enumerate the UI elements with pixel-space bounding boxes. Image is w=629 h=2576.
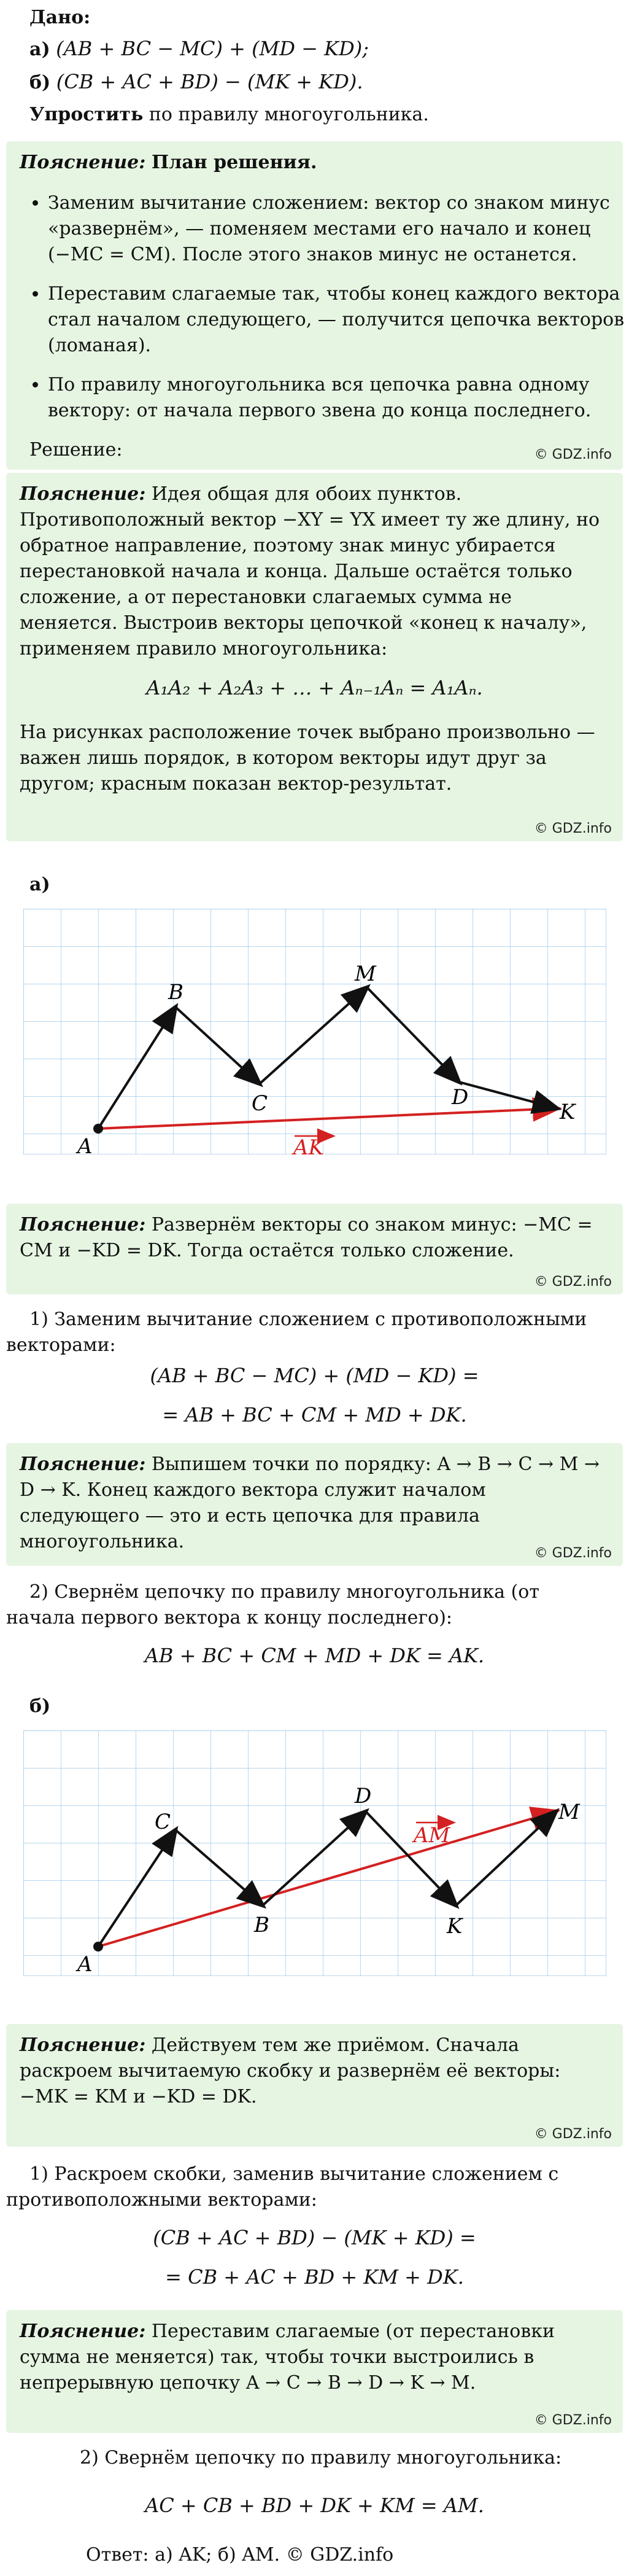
part-b-equation-2: AC + CB + BD + DK + KM = AM. [145,2494,484,2517]
plan-item-1: • Заменим вычитание сложением: вектор со знаком минус «развернём», — поменяем местами его начало и конец (−MC = CM). После этого знаков минус не останется. [48,190,629,268]
label-B: B [168,980,183,1005]
task-rest: по правилу многоугольника. [143,104,429,125]
plan-header [20,150,317,176]
given-b-expression: (CB + AC + BD) − (MK + KD). [56,70,363,93]
general-body-1: Идея общая для обоих пунктов. Противоположный вектор −XY = YX имеет ту же длину, но обратное направление, поэтому знак минус убирается перестановкой начала и конца. Дальше остаётся только сложение, а от перестановки слагаемых сумма не меняется. Выстроив векторы цепочкой «конец к началу», применяем правило многоугольника: [20,483,600,660]
answer-credit: © GDZ.info [285,2544,394,2566]
part-b-step-1: 1) Раскроем скобки, заменив вычитание сложением с противоположными векторами: [6,2163,559,2211]
part-b-equation-1-line-1: (CB + AC + BD) − (MK + KD) = [153,2226,476,2249]
part-b-box-1-body: Действуем тем же приёмом. Сначала раскроем вычитаемую скобку и развернём её векторы: −MK = KM и −KD = DK. [20,2034,561,2107]
given-line-b [29,69,363,96]
plan-box [6,141,623,470]
polygon-rule-formula: A₁A₂ + A₂A₃ + … + Aₙ₋₁Aₙ = A₁Aₙ. [146,676,483,699]
part-b-box-1 [6,2024,623,2147]
part-a-box-1-text [20,1212,609,1264]
task-line [29,102,429,128]
part-b-box-2-body: Переставим слагаемые (от перестановки сумма не меняется) так, чтобы точки выстроились в непрерывную цепочку A → C → B → D → K → M. [20,2321,555,2394]
part-a-equation-1-line-1: (AB + BC − MC) + (MD − KD) = [150,1364,479,1387]
part-a-box-1 [6,1204,623,1294]
label-D-b: D [355,1784,372,1808]
answer-line [86,2542,393,2568]
given-a-prefix: а) [29,39,50,60]
label-A-b: A [77,1952,93,1976]
general-box [6,473,623,841]
label-M-b: M [558,1800,580,1824]
plan-label: Пояснение: [20,152,146,173]
part-a-box-1-label: Пояснение: [20,1214,146,1235]
part-a-step-1: 1) Заменим вычитание сложением с противоположными векторами: [6,1309,587,1356]
part-b-box-2-credit: © GDZ.info [534,2413,612,2428]
figure-b [23,1730,606,1976]
plan-item-3: • По правилу многоугольника вся цепочка равна одному вектору: от начала первого звена до конца последнего. [48,372,629,424]
part-b-box-2-label: Пояснение: [20,2321,146,2342]
part-a-box-2 [6,1443,623,1566]
general-text-1 [20,481,609,662]
label-A: A [77,1134,93,1154]
plan-credit: © GDZ.info [534,447,612,462]
part-a-label: а) [29,874,50,895]
part-a-box-2-label: Пояснение: [20,1453,146,1475]
part-a-box-2-text [20,1452,609,1555]
label-K-b: K [447,1914,463,1939]
part-a-box-1-credit: © GDZ.info [534,1274,612,1290]
result-label-AK: AK [293,1135,324,1154]
given-b-prefix: б) [29,72,51,93]
answer-text: Ответ: а) AK; б) AM. [86,2544,280,2566]
grid-b [23,1730,606,1976]
plan-item-2: • Переставим слагаемые так, чтобы конец каждого вектора стал началом следующего, — получится цепочка векторов (ломаная). [48,281,629,359]
label-M: M [355,962,376,986]
result-label-AM: AM [414,1823,450,1848]
plan-list [12,190,629,437]
given-a-expression: (AB + BC − MC) + (MD − KD); [56,37,369,60]
label-C-b: C [155,1810,171,1834]
part-b-label: б) [29,1695,51,1717]
given-line-a [29,36,369,63]
point-A-b [93,1942,103,1951]
general-label: Пояснение: [20,483,146,505]
part-b-box-2-text [20,2319,609,2396]
general-body-2: На рисунках расположение точек выбрано произвольно — важен лишь порядок, в котором векторы идут друг за другом; красным показан вектор-результат. [20,722,595,795]
solution-label: Решение: [29,439,123,461]
part-a-step-2: 2) Свернём цепочку по правилу многоугольника (от начала первого вектора к концу последнего): [6,1581,539,1628]
figure-a [23,909,606,1154]
point-A [93,1124,103,1134]
part-a-box-1-body: Развернём векторы со знаком минус: −MC = CM и −KD = DK. Тогда остаётся только сложение. [20,1214,593,1261]
part-a-box-2-body: Выпишем точки по порядку: A → B → C → M → D → K. Конец каждого вектора служит началом следующего — это и есть цепочка для правила многоугольника. [20,1453,600,1552]
part-a-equation-2: AB + BC + CM + MD + DK = AK. [144,1644,485,1667]
label-C: C [252,1091,268,1116]
task-verb: Упростить [29,104,144,125]
label-B-b: B [254,1913,269,1937]
given-label: Дано: [29,7,91,28]
part-b-box-2 [6,2310,623,2433]
part-b-box-1-text [20,2033,609,2110]
part-a-box-2-credit: © GDZ.info [534,1546,612,1561]
part-b-box-1-label: Пояснение: [20,2034,146,2056]
part-b-equation-1-line-2: = CB + AC + BD + KM + DK. [165,2265,464,2289]
general-credit: © GDZ.info [534,821,612,836]
part-a-equation-1-line-2: = AB + BC + CM + MD + DK. [162,1403,467,1426]
label-D: D [452,1085,469,1110]
label-K: K [560,1100,576,1124]
plan-title: План решения. [151,152,317,173]
grid-a [23,909,606,1154]
part-b-step-2: 2) Свернём цепочку по правилу многоугольника: [80,2447,562,2469]
part-b-box-1-credit: © GDZ.info [534,2127,612,2142]
